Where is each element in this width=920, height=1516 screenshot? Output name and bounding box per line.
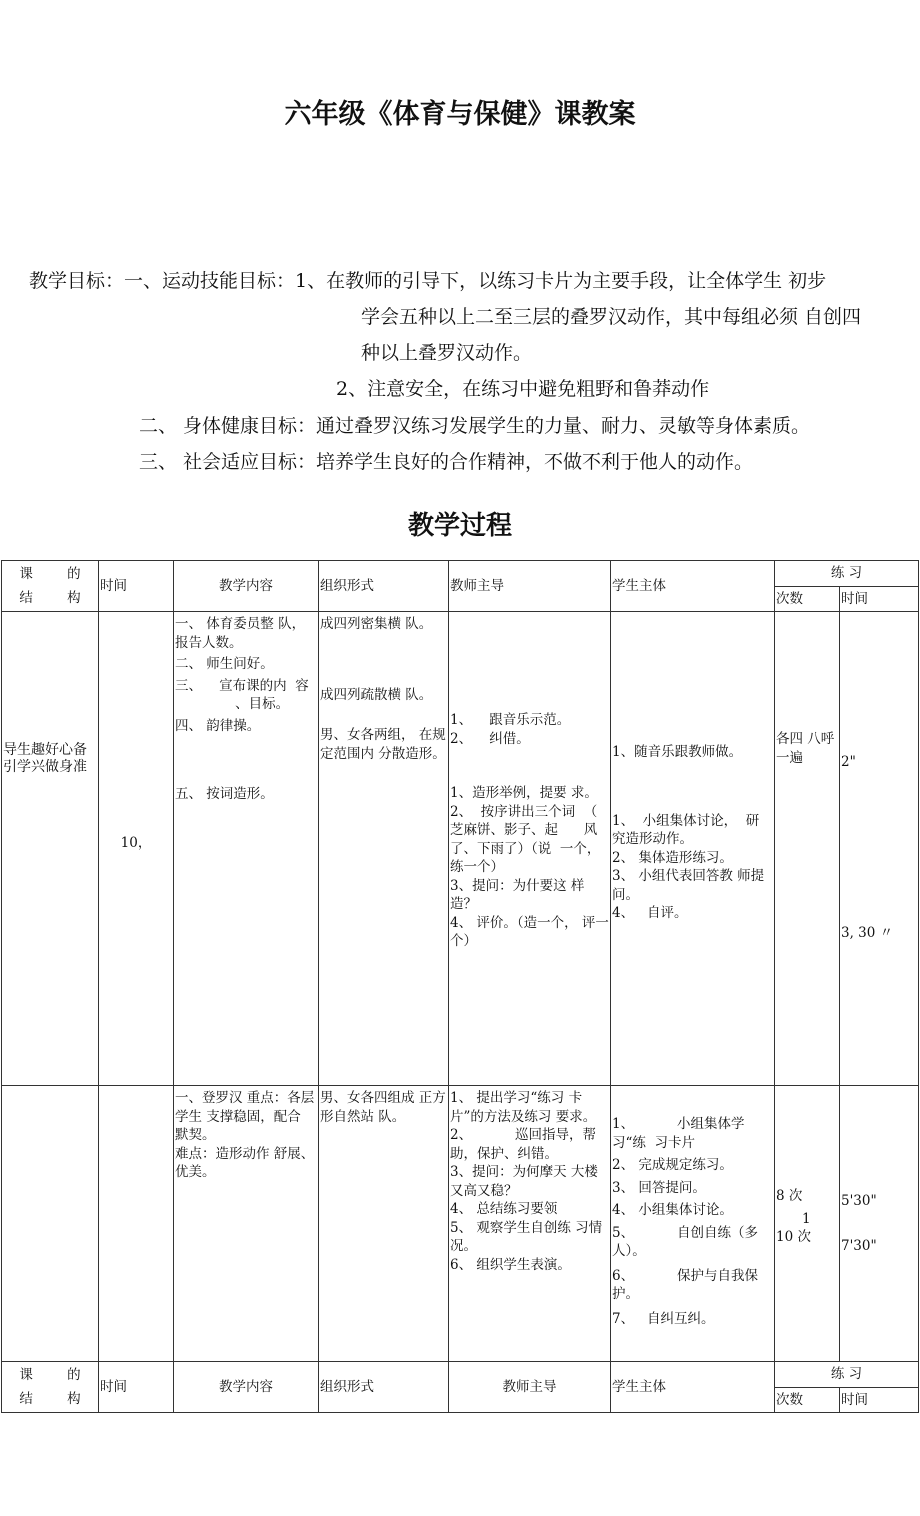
objective-line-6: 三、 社会适应目标：培养学生良好的合作精神，不做不利于他人的动作。 [139, 451, 754, 473]
row2-student [611, 1086, 775, 1362]
row1-count: 各四 八呼 一遍 [775, 612, 840, 1086]
row1-student-item: 1、 小组集体讨论， 研 究造形动作。 [612, 812, 786, 847]
repeat-header-student: 学生主体 [611, 1362, 775, 1413]
row2-student-item: 2、 完成规定练习。 [612, 1157, 733, 1173]
row2-teacher [449, 1086, 611, 1362]
row1-teacher-item: 2、 纠借。 [450, 730, 530, 747]
header-row-1 [2, 561, 919, 587]
row2-organization-item: 男、女各四组成 正方形自然站 队。 [320, 1090, 446, 1125]
header-organization: 组织形式 [319, 561, 449, 612]
row2-organization [319, 1086, 449, 1362]
row1-practice-time [840, 612, 919, 1086]
row1-student-item: 3、 小组代表回答教 师提问。 [612, 868, 765, 903]
row2-teacher-item: 5、 观察学生自创练 习情况。 [450, 1219, 603, 1254]
row1-content [174, 612, 319, 1086]
row1-time: 10， [99, 612, 174, 1086]
row1-teacher-item: 4、 评价。（造一个， 评一个） [450, 914, 609, 949]
row1-content-item: 五、 按词造形。 [175, 786, 274, 802]
row2-count-2: 10 次 [776, 1229, 811, 1245]
objective-line-2: 学会五种以上二至三层的叠罗汉动作，其中每组必须 自创四 [361, 306, 862, 328]
row1-student-item: 2、 集体造形练习。 [612, 849, 733, 866]
row2-teacher-item: 3、提问：为何摩天 大楼又高又稳？ [450, 1164, 598, 1199]
header-count: 次数 [775, 586, 840, 612]
row1-content-item: 四、 韵律操。 [175, 717, 261, 734]
header-teacher: 教师主导 [449, 561, 611, 612]
row2-practice-time-1: 5'30" [841, 1193, 877, 1209]
row1-organization-item: 成四列密集横 队。 [320, 616, 433, 632]
lesson-plan-table [1, 560, 919, 1413]
lesson-row-2 [2, 1086, 919, 1362]
row1-teacher-item: 2、 按序讲出三个词 （ 芝麻饼、影子、起 风了、下雨了）（说 一个，练一个） [450, 803, 624, 875]
row1-content-item: 二、 师生问好。 [175, 656, 274, 672]
row2-student-item: 6、 保护与自我保护。 [612, 1267, 759, 1302]
row1-organization-item: 成四列疏散横 队。 [320, 686, 433, 703]
row2-student-item: 1、 小组集体学习“练 习卡片 [612, 1116, 745, 1151]
row1-teacher-item: 1、 跟音乐示范。 [450, 712, 571, 728]
objective-line-5: 二、 身体健康目标：通过叠罗汉练习发展学生的力量、耐力、灵敏等身体素质。 [139, 415, 811, 437]
row2-student-item: 3、 回答提问。 [612, 1179, 706, 1196]
row2-structure [2, 1086, 99, 1362]
row2-practice-time-2: 7'30" [841, 1237, 877, 1254]
row1-structure: 导生趣好心备 引学兴做身准 [2, 612, 99, 1086]
row1-content-item: 三、 宣布课的内 容 [175, 677, 309, 694]
objective-line-1: 教学目标：一、运动技能目标：1、在教师的引导下，以练习卡片为主要手段，让全体学生 初步 [29, 270, 827, 292]
repeat-header-row-1 [2, 1362, 919, 1388]
header-practice: 练 习 [775, 561, 919, 587]
row2-count [775, 1086, 840, 1362]
row2-practice-time [840, 1086, 919, 1362]
repeat-header-organization: 组织形式 [319, 1362, 449, 1413]
repeat-header-teacher: 教师主导 [449, 1362, 611, 1413]
row2-teacher-item: 1、 提出学习“练习 卡片”的方法及练习 要求。 [450, 1090, 597, 1125]
row1-teacher-item: 3、提问：为什要这 样造？ [450, 877, 585, 912]
header-student: 学生主体 [611, 561, 775, 612]
row2-teacher-item: 6、 组织学生表演。 [450, 1256, 571, 1273]
row1-practice-time-2: 3, 30 〃 [841, 924, 894, 941]
repeat-header-structure: 课 的 结 构 [2, 1362, 99, 1413]
header-time: 时间 [99, 561, 174, 612]
row2-count-1: 8 次 [776, 1188, 803, 1204]
row1-student-item: 1、随音乐跟教师做。 [612, 744, 743, 760]
header-practice-time: 时间 [840, 586, 919, 612]
row2-teacher-item: 2、 巡回指导，帮助，保护、纠错。 [450, 1127, 597, 1162]
objective-line-3: 种以上叠罗汉动作。 [361, 342, 533, 364]
row2-time [99, 1086, 174, 1362]
row1-teacher-item: 1、造形举例，提要 求。 [450, 785, 598, 801]
row1-organization [319, 612, 449, 1086]
row1-content-item: 、目标。 [175, 696, 290, 712]
row1-practice-time-1: 2" [841, 754, 856, 770]
lesson-row-1 [2, 612, 919, 1086]
process-title: 教学过程 [407, 511, 512, 541]
row2-student-item: 4、 小组集体讨论。 [612, 1202, 733, 1218]
row1-organization-item: 男、女各两组， 在规定范围内 分散造形。 [320, 727, 446, 762]
repeat-header-count: 次数 [775, 1387, 840, 1413]
row2-student-item: 5、 自创自练（多人）。 [612, 1224, 759, 1259]
row2-content-item: 难点：造形动作 舒展、优美。 [175, 1145, 315, 1180]
repeat-header-practice: 练 习 [775, 1362, 919, 1388]
row2-content [174, 1086, 319, 1362]
header-structure: 课 的 结 构 [2, 561, 99, 612]
row1-student-item: 4、 自评。 [612, 905, 688, 921]
row1-content-item: 一、 体育委员整 队，报告人数。 [175, 616, 306, 651]
document-title: 六年级《体育与保健》课教案 [284, 99, 636, 130]
repeat-header-time: 时间 [99, 1362, 174, 1413]
row1-teacher [449, 612, 624, 1086]
row2-content-item: 一、登罗汉 重点：各层学生 支撑稳固，配合 默契。 [175, 1090, 315, 1143]
repeat-header-content: 教学内容 [174, 1362, 319, 1413]
header-content: 教学内容 [174, 561, 319, 612]
row2-count-mid: 1 [802, 1210, 811, 1227]
objective-line-4: 2、注意安全，在练习中避免粗野和鲁莽动作 [336, 378, 710, 400]
row2-teacher-item: 4、 总结练习要领 [450, 1201, 558, 1217]
repeat-header-practice-time: 时间 [840, 1387, 919, 1413]
row1-student [611, 612, 786, 1086]
row2-student-item: 7、 自纠互纠。 [612, 1310, 715, 1327]
